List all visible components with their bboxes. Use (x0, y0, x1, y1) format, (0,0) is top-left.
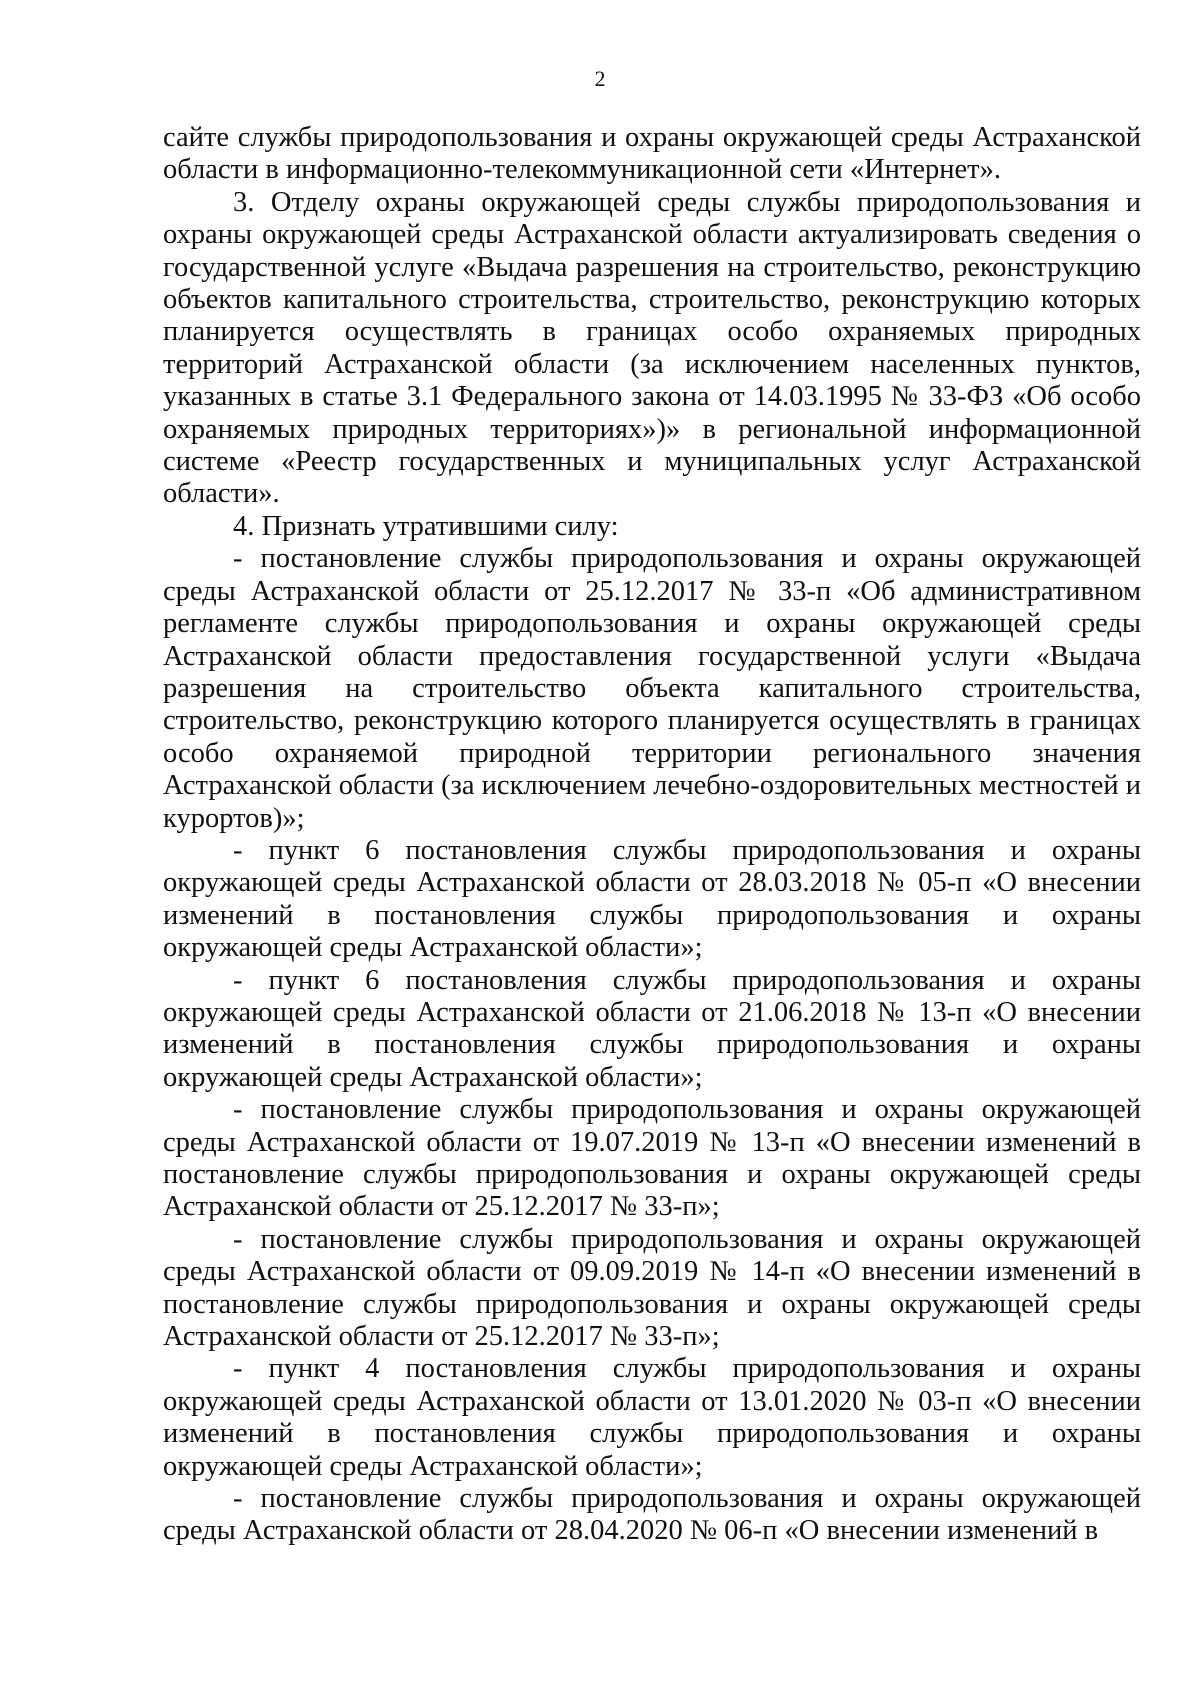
paragraph-item-3: 3. Отделу охраны окружающей среды службы природопользования и охраны окружающей среды Астраханской области актуализировать сведения о государственной услуге «Выдача разрешения на строительство, реконструкцию объектов капитального строительства, строительство, реконструкцию которых планируется осуществлять в границах особо охраняемых природных территорий Астраханской области (за исключением населенных пунктов, указанных в статье 3.1 Федерального закона от 14.03.1995 № 33-ФЗ «Об особо охраняемых природных территориях»)» в региональной информационной системе «Реестр государственных и муниципальных услуг Астраханской области». (163, 186, 1141, 510)
page-number: 2 (594, 66, 606, 91)
list-item: - пункт 4 постановления службы природопользования и охраны окружающей среды Астраханской области от 13.01.2020 № 03-п «О внесении изменений в постановления службы природопользования и охраны окружающей среды Астраханской области»; (163, 1353, 1141, 1482)
paragraph-continuation: сайте службы природопользования и охраны окружающей среды Астраханской области в информационно-телекоммуникационной сети «Интернет». (163, 122, 1141, 186)
list-item: - постановление службы природопользования и охраны окружающей среды Астраханской области от 19.07.2019 № 13-п «О внесении изменений в постановление службы природопользования и охраны окружающей среды Астраханской области от 25.12.2017 № 33-п»; (163, 1094, 1141, 1223)
paragraph-item-4: 4. Признать утратившими силу: (233, 510, 619, 542)
list-item: - постановление службы природопользования и охраны окружающей среды Астраханской области от 28.04.2020 № 06-п «О внесении изменений в (163, 1483, 1141, 1547)
list-item: - пункт 6 постановления службы природопользования и охраны окружающей среды Астраханской области от 21.06.2018 № 13-п «О внесении изменений в постановления службы природопользования и охраны окружающей среды Астраханской области»; (163, 964, 1141, 1093)
list-item: - постановление службы природопользования и охраны окружающей среды Астраханской области от 09.09.2019 № 14-п «О внесении изменений в постановление службы природопользования и охраны окружающей среды Астраханской области от 25.12.2017 № 33-п»; (163, 1223, 1141, 1353)
list-item: - постановление службы природопользования и охраны окружающей среды Астраханской области от 25.12.2017 № 33-п «Об административном регламенте службы природопользования и охраны окружающей среды Астраханской области предоставления государственной услуги «Выдача разрешения на строительство объекта капитального строительства, строительство, реконструкцию которого планируется осуществлять в границах особо охраняемой природной территории регионального значения Астраханской области (за исключением лечебно-оздоровительных местностей и курортов)»; (163, 543, 1141, 834)
document-body (163, 122, 1141, 1548)
list-item: - пункт 6 постановления службы природопользования и охраны окружающей среды Астраханской области от 28.03.2018 № 05-п «О внесении изменений в постановления службы природопользования и охраны окружающей среды Астраханской области»; (163, 834, 1141, 964)
